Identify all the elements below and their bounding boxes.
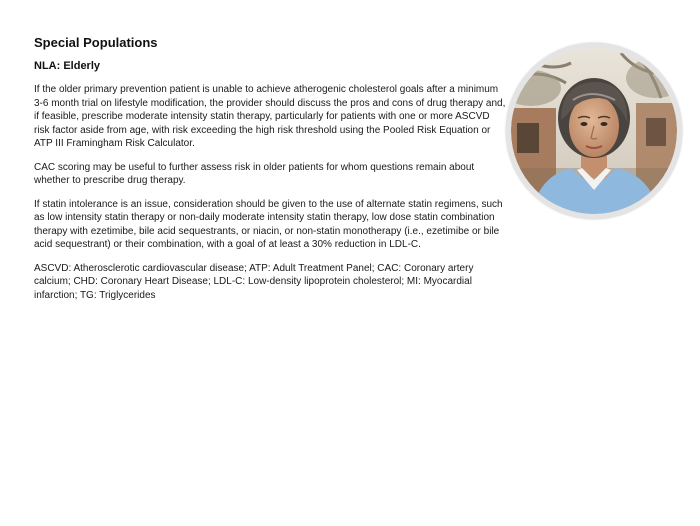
- main-content: [34, 34, 506, 312]
- abbreviations-footnote: ASCVD: Atherosclerotic cardiovascular disease; ATP: Adult Treatment Panel; CAC: Coronary artery calcium; CHD: Coronary Heart Disease; LDL-C: Low-density lipoprotein cholesterol; MI: Myocardial infarction; TG: Triglycerides: [34, 262, 474, 301]
- portrait-photo-frame: [506, 43, 682, 219]
- section-subtitle: NLA: Elderly: [34, 60, 101, 72]
- elderly-woman-portrait-icon: [511, 48, 677, 214]
- paragraph-lifestyle-recommendation: If the older primary prevention patient is unable to achieve atherogenic cholesterol goals after a minimum 3-6 month trial on lifestyle modification, the provider should discuss the pros and cons of drug therapy and, if feasible, prescribe moderate intensity statin therapy, particularly for patients with one or more ASCVD risk factor aside from age, with risk exceeding the high risk threshold using the Pooled Risk Equation or ATP III Framingham Risk Calculator.: [34, 84, 506, 149]
- paragraph-statin-intolerance: If statin intolerance is an issue, consideration should be given to the use of alternate statin regimens, such as low intensity statin therapy or non-daily moderate intensity statin therapy, low dose statin combination therapy with ezetimibe, bile acid sequestrants, or niacin, or non-statin monotherapy (i.e., ezetimibe or bile acid sequestrant) or their combination, with a goal of at least a 30% reduction in LDL-C.: [34, 198, 503, 250]
- paragraph-cac-scoring: CAC scoring may be useful to further assess risk in older patients for whom questions remain about whether to prescribe drug therapy.: [34, 161, 475, 186]
- page-title: Special Populations: [34, 35, 158, 50]
